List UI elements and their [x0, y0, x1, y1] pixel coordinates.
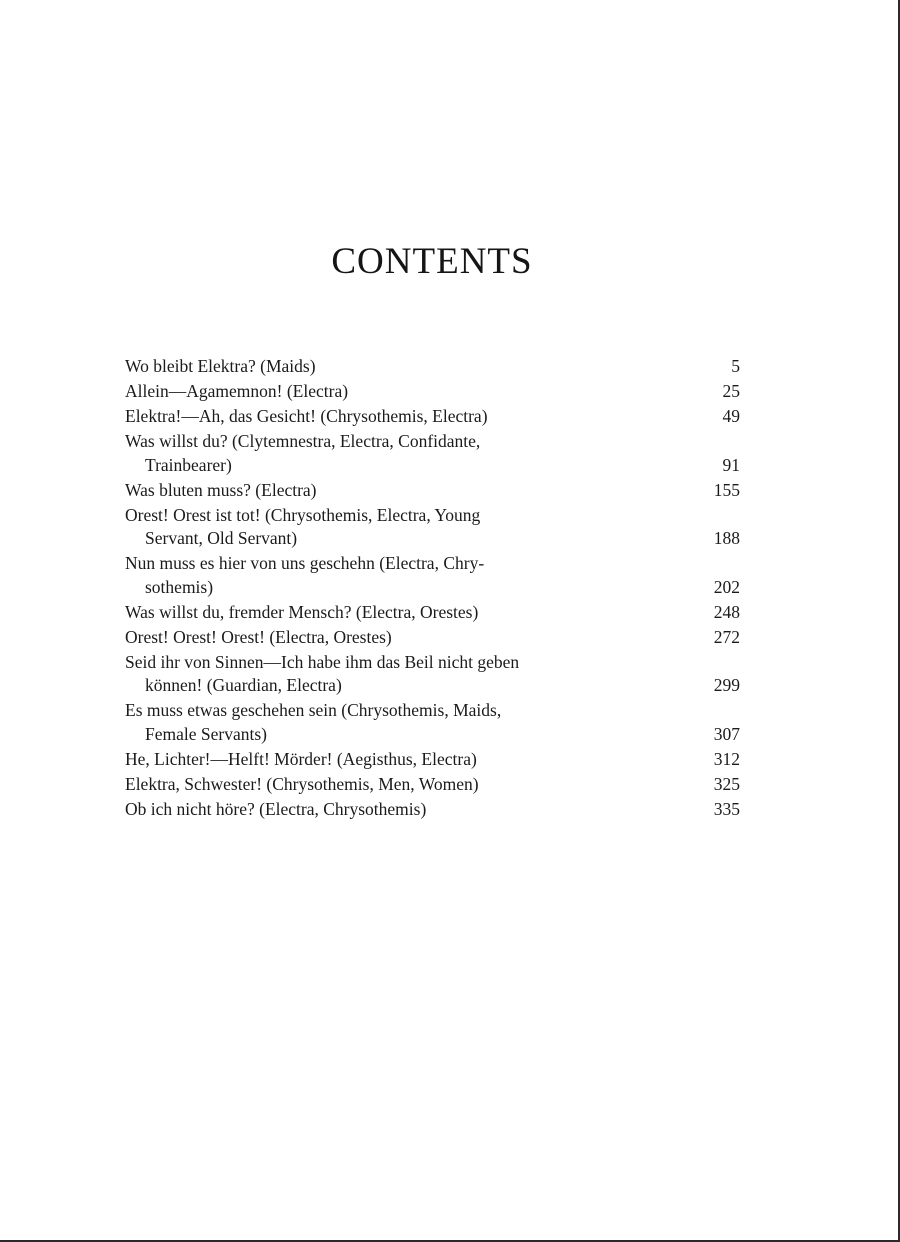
toc-entry-title-line: Female Servants) — [145, 723, 267, 744]
toc-entry — [125, 773, 740, 797]
toc-entry-page-number: 335 — [713, 798, 740, 819]
toc-entry-title-line: Seid ihr von Sinnen—Ich habe ihm das Beil nicht geben — [125, 651, 520, 672]
toc-entry-page-number: 248 — [713, 601, 740, 622]
toc-entry-title-line: Was bluten muss? (Electra) — [125, 479, 317, 500]
toc-entry-title — [125, 552, 665, 599]
toc-entry — [125, 430, 740, 477]
toc-entry — [125, 626, 740, 650]
toc-entry — [125, 601, 740, 625]
toc-entry-title-line: Wo bleibt Elektra? (Maids) — [125, 356, 316, 376]
toc-entry-title-line: Orest! Orest! Orest! (Electra, Orestes) — [125, 626, 392, 647]
toc-entry-title — [125, 430, 665, 477]
toc-entry-page-number: 25 — [722, 381, 740, 401]
toc-entry — [125, 798, 740, 822]
toc-entry-title — [125, 626, 665, 650]
toc-entry-title — [125, 798, 665, 822]
toc-entry — [125, 748, 740, 772]
toc-entry — [125, 651, 740, 698]
toc-entry-page-number: 5 — [731, 356, 740, 376]
toc-entry — [125, 699, 740, 746]
toc-entry-title — [125, 380, 665, 404]
toc-entry-title — [125, 773, 665, 797]
toc-entry-page-number: 49 — [722, 406, 740, 426]
toc-entry — [125, 355, 740, 379]
toc-entry-title — [125, 748, 665, 772]
toc-entry-title — [125, 355, 665, 379]
toc-entry-page-number: 272 — [713, 626, 740, 647]
toc-entry — [125, 552, 740, 599]
toc-entry-page-number: 188 — [713, 528, 740, 548]
toc-entry-page-number: 312 — [713, 748, 740, 769]
toc-entry-title-line: Es muss etwas geschehen sein (Chrysothemis, Maids, — [125, 700, 502, 720]
toc-entry — [125, 504, 740, 551]
toc-entry-title-line: Elektra!—Ah, das Gesicht! (Chrysothemis, Electra) — [125, 406, 488, 426]
toc-entry-title-line: Elektra, Schwester! (Chrysothemis, Men, Women) — [125, 773, 479, 794]
toc-entry-title — [125, 405, 665, 429]
toc-entry-title-line: sothemis) — [145, 576, 214, 597]
toc-entry-page-number: 299 — [713, 675, 740, 695]
toc-entry-title-line: können! (Guardian, Electra) — [145, 675, 342, 695]
toc-entry-title-line: Was willst du? (Clytemnestra, Electra, Confidante, — [125, 431, 481, 451]
toc-entry-title-line: Servant, Old Servant) — [145, 528, 298, 548]
toc-entry-title — [125, 504, 665, 551]
toc-entry-page-number: 91 — [722, 454, 740, 475]
toc-entry-page-number: 307 — [713, 723, 740, 744]
toc-entry-title-line: Orest! Orest ist tot! (Chrysothemis, Electra, Young — [125, 504, 481, 525]
toc-entry-page-number: 325 — [713, 773, 740, 794]
toc-entry-title — [125, 699, 665, 746]
toc-entry — [125, 405, 740, 429]
toc-entry-page-number: 155 — [713, 479, 740, 500]
toc-entry-title-line: Was willst du, fremder Mensch? (Electra, Orestes) — [125, 601, 479, 622]
toc-entry-title-line: Allein—Agamemnon! (Electra) — [125, 381, 349, 401]
toc-entry-title-line: He, Lichter!—Helft! Mörder! (Aegisthus, Electra) — [125, 748, 477, 769]
toc-entry-page-number: 202 — [713, 576, 740, 597]
toc-entry-title — [125, 601, 665, 625]
toc-entry-title — [125, 479, 665, 503]
page-title: CONTENTS — [331, 241, 533, 282]
toc-entry-title-line: Trainbearer) — [145, 454, 232, 475]
toc-entry-title-line: Ob ich nicht höre? (Electra, Chrysothemis) — [125, 798, 427, 819]
toc-entry — [125, 380, 740, 404]
table-of-contents — [125, 355, 740, 823]
toc-entry — [125, 479, 740, 503]
toc-entry-title-line: Nun muss es hier von uns geschehn (Electra, Chry- — [125, 553, 485, 573]
toc-entry-title — [125, 651, 665, 698]
